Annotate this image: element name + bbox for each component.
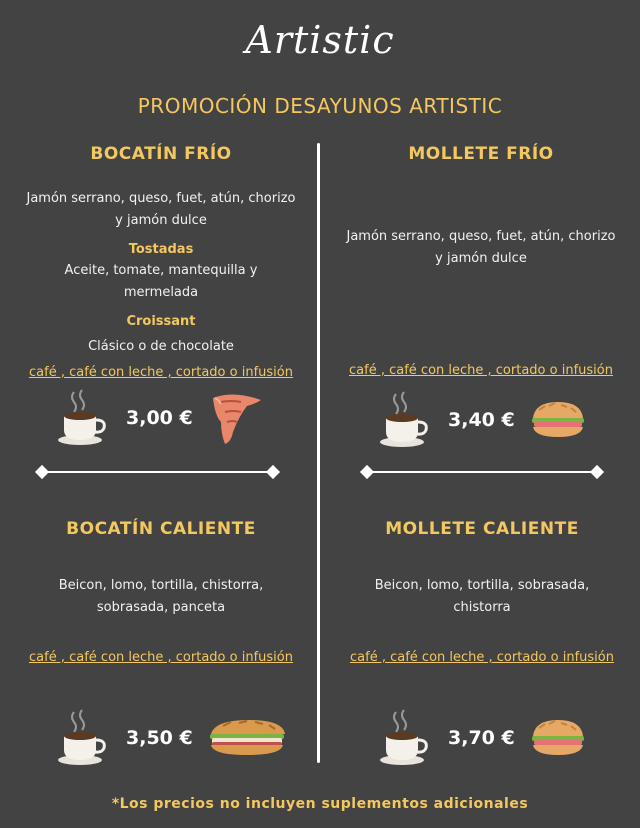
subsection-text-tostadas: Aceite, tomate, mantequilla y mermelada xyxy=(64,263,258,300)
price-label: 3,40 € xyxy=(448,409,515,431)
drinks-link[interactable]: café , café con leche , cortado o infusión xyxy=(350,650,614,665)
section-mollete-frio xyxy=(336,144,626,382)
section-description: Beicon, lomo, tortilla, sobrasada, chistorra xyxy=(374,578,590,615)
price-row xyxy=(376,390,587,450)
price-label: 3,70 € xyxy=(448,727,515,749)
drinks-link[interactable]: café , café con leche , cortado o infusión xyxy=(29,365,293,380)
drinks-link[interactable]: café , café con leche , cortado o infusión xyxy=(349,363,613,378)
section-description: Jamón serrano, queso, fuet, atún, chorizo y jamón dulce xyxy=(26,191,296,228)
section-bocatin-caliente xyxy=(16,519,306,669)
price-row xyxy=(54,708,287,768)
brand-logo: Artistic xyxy=(245,18,395,62)
section-mollete-caliente xyxy=(337,519,627,669)
subsection-title-croissant: Croissant xyxy=(126,314,196,329)
section-title: MOLLETE FRÍO xyxy=(408,144,554,164)
section-description: Beicon, lomo, tortilla, chistorra, sobrasada, panceta xyxy=(58,578,264,615)
section-title: MOLLETE CALIENTE xyxy=(385,519,579,539)
price-row xyxy=(376,708,587,768)
separator-diamond xyxy=(360,465,374,479)
section-title: BOCATÍN CALIENTE xyxy=(66,519,256,539)
price-label: 3,00 € xyxy=(126,407,193,429)
coffee-cup-icon xyxy=(376,390,432,450)
croissant-icon xyxy=(207,388,265,448)
separator-diamond xyxy=(35,465,49,479)
price-label: 3,50 € xyxy=(126,727,193,749)
mollete-sandwich-icon xyxy=(529,718,587,758)
footer-note: *Los precios no incluyen suplementos adicionales xyxy=(111,796,529,812)
section-bocatin-frio xyxy=(16,144,306,384)
separator-diamond xyxy=(266,465,280,479)
subsection-title-tostadas: Tostadas xyxy=(128,242,194,257)
price-row xyxy=(54,388,265,448)
column-divider xyxy=(317,143,320,763)
separator-line-right xyxy=(366,471,596,473)
coffee-cup-icon xyxy=(54,388,110,448)
coffee-cup-icon xyxy=(54,708,110,768)
promo-title: PROMOCIÓN DESAYUNOS ARTISTIC xyxy=(137,94,503,118)
separator-line-left xyxy=(40,471,274,473)
subsection-text-croissant: Clásico o de chocolate xyxy=(88,339,234,354)
drinks-link[interactable]: café , café con leche , cortado o infusión xyxy=(29,650,293,665)
mollete-sandwich-icon xyxy=(529,400,587,440)
coffee-cup-icon xyxy=(376,708,432,768)
separator-diamond xyxy=(590,465,604,479)
section-description: Jamón serrano, queso, fuet, atún, chorizo y jamón dulce xyxy=(346,229,616,266)
baguette-sandwich-icon xyxy=(207,718,287,758)
section-title: BOCATÍN FRÍO xyxy=(90,144,232,164)
